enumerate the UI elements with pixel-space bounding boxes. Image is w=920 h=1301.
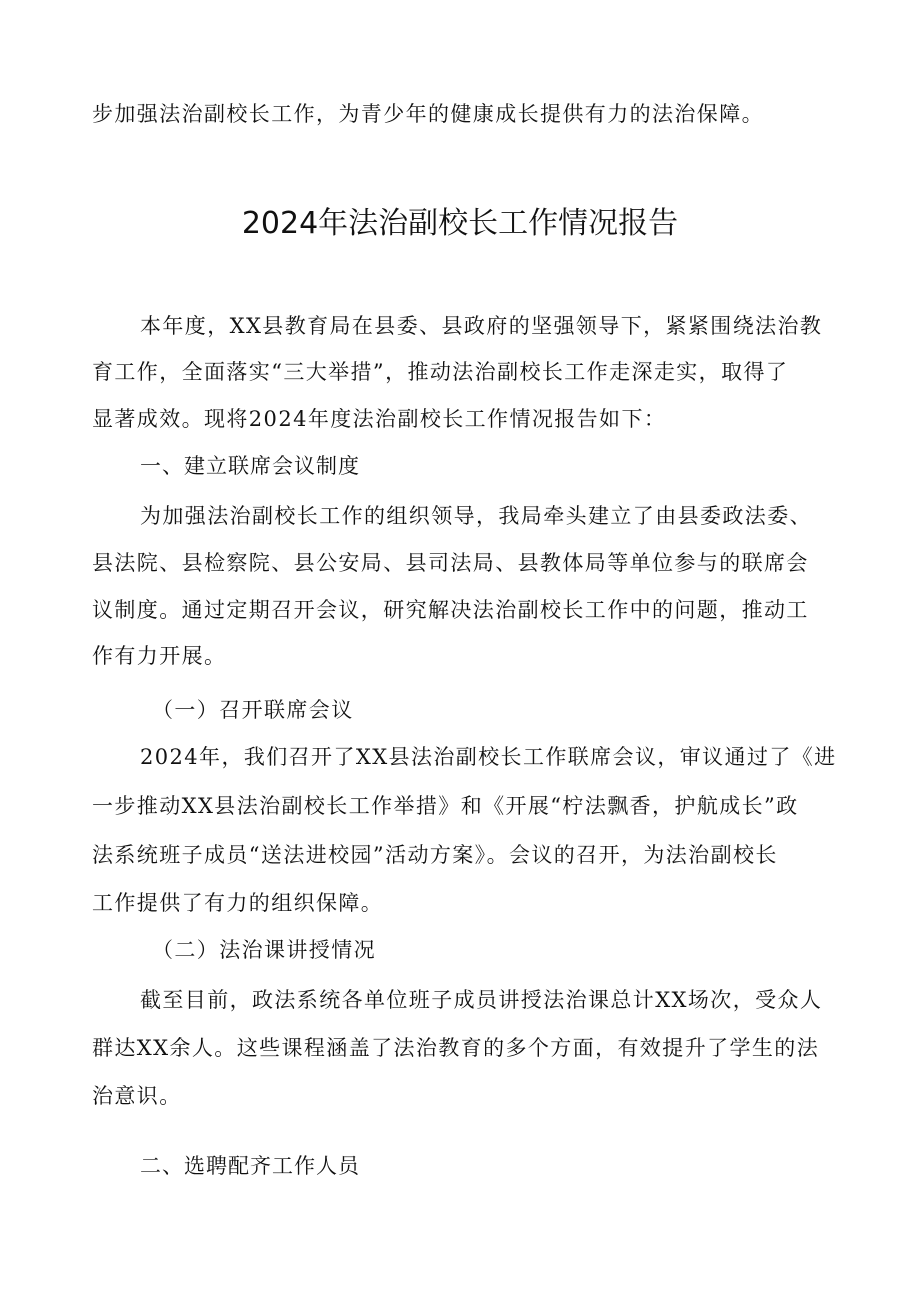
subsection-1-line-1: 2024年，我们召开了XX县法治副校长工作联席会议，审议通过了《进 [140, 745, 837, 769]
section-1-heading: 一、建立联席会议制度 [140, 454, 360, 478]
carryover-line: 步加强法治副校长工作，为青少年的健康成长提供有力的法治保障。 [92, 102, 764, 126]
subsection-2-heading: （二）法治课讲授情况 [152, 938, 376, 962]
subsection-1-heading: （一）召开联席会议 [152, 698, 354, 722]
subsection-1-line-3: 法系统班子成员“送法进校园”活动方案》。会议的召开，为法治副校长 [92, 843, 778, 867]
section-1-line-2: 县法院、县检察院、县公安局、县司法局、县教体局等单位参与的联席会 [92, 551, 809, 575]
section-2-heading: 二、选聘配齐工作人员 [140, 1154, 360, 1178]
intro-line-1: 本年度，XX县教育局在县委、县政府的坚强领导下，紧紧围绕法治教 [140, 314, 823, 338]
document-title: 2024年法治副校长工作情况报告 [241, 206, 679, 241]
section-1-line-4: 作有力开展。 [92, 644, 227, 668]
subsection-1-line-2: 一步推动XX县法治副校长工作举措》和《开展“柠法飘香，护航成长”政 [92, 794, 799, 818]
section-1-line-3: 议制度。通过定期召开会议，研究解决法治副校长工作中的问题，推动工 [92, 598, 809, 622]
subsection-2-line-3: 治意识。 [92, 1084, 182, 1108]
subsection-1-line-4: 工作提供了有力的组织保障。 [92, 891, 384, 915]
intro-line-2: 育工作，全面落实“三大举措”，推动法治副校长工作走深走实，取得了 [92, 360, 789, 384]
intro-line-3: 显著成效。现将2024年度法治副校长工作情况报告如下： [92, 407, 667, 431]
subsection-2-line-2: 群达XX余人。这些课程涵盖了法治教育的多个方面，有效提升了学生的法 [92, 1036, 820, 1060]
subsection-2-line-1: 截至目前，政法系统各单位班子成员讲授法治课总计XX场次，受众人 [140, 988, 823, 1012]
section-1-line-1: 为加强法治副校长工作的组织领导，我局牵头建立了由县委政法委、 [140, 504, 812, 528]
